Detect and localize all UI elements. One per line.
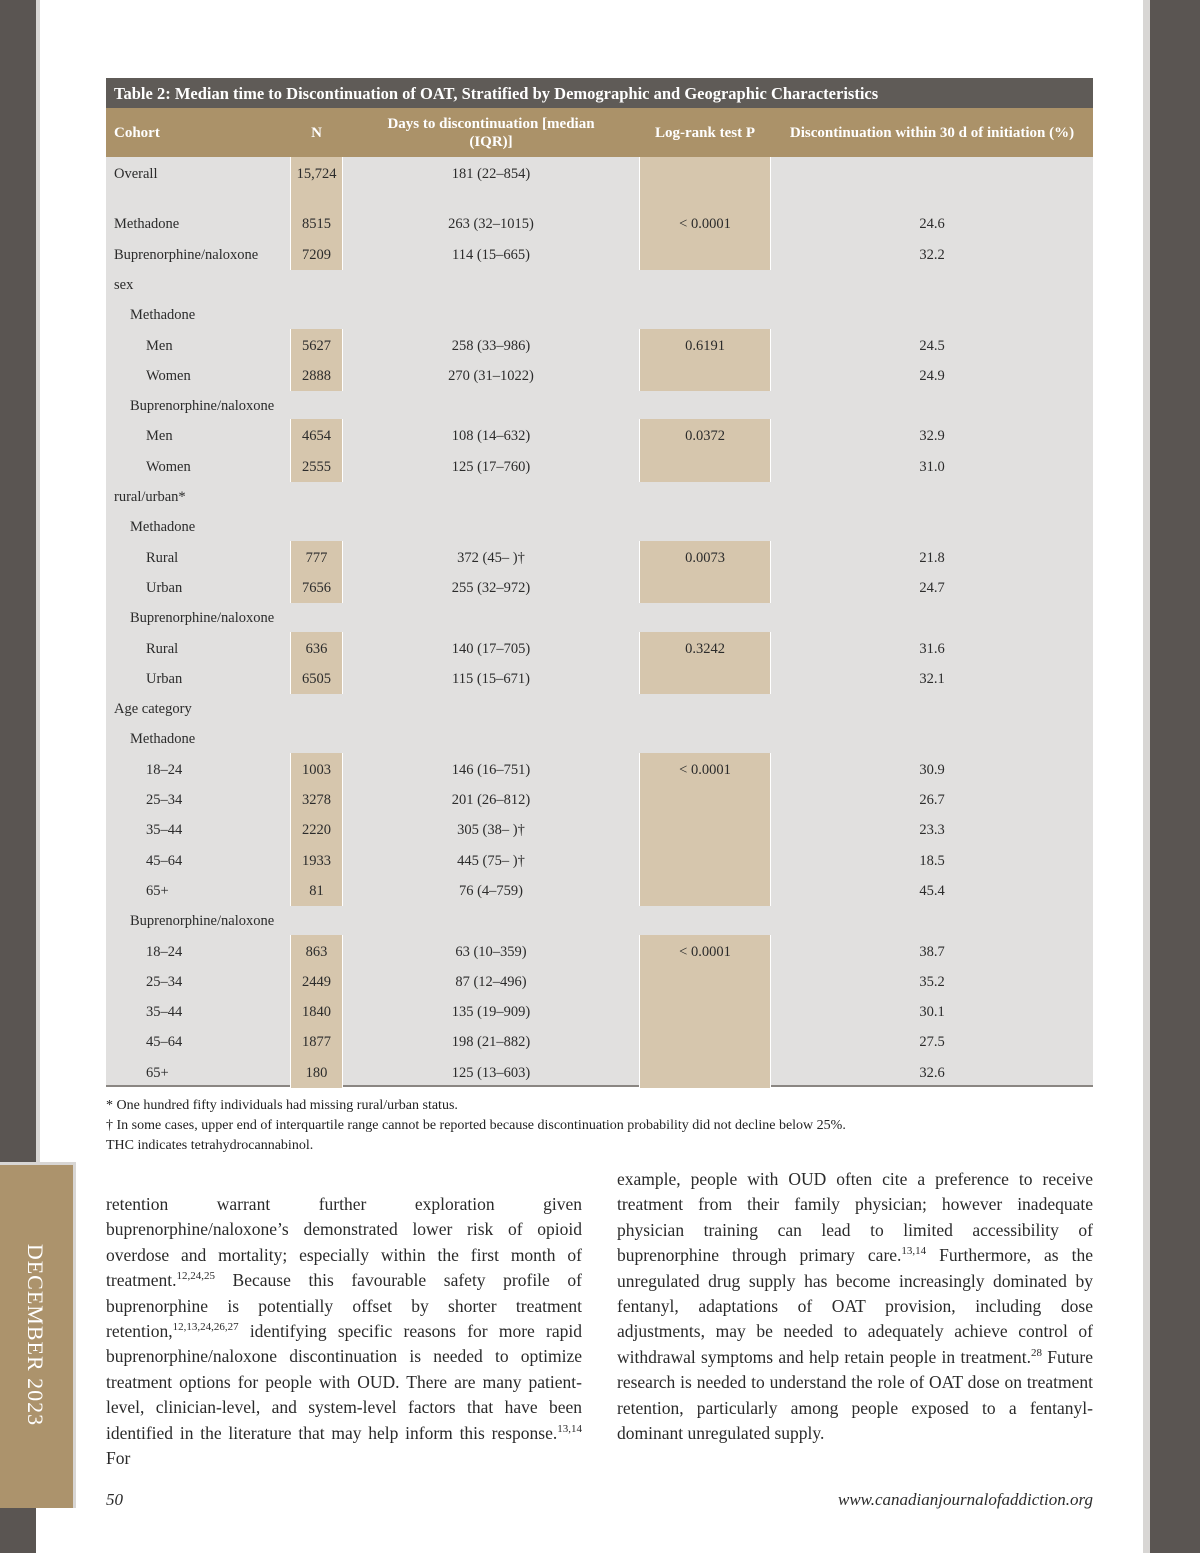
- cell-disc30-pct: 32.9: [919, 428, 945, 445]
- cell-n: 81: [309, 882, 324, 899]
- table-row: [106, 270, 1093, 300]
- table-row: [106, 482, 1093, 512]
- right-margin-accent: [1143, 0, 1150, 1553]
- cell-days: 135 (19–909): [451, 1004, 531, 1021]
- cell-cohort: Buprenorphine/naloxone: [130, 610, 275, 627]
- cell-days: 146 (16–751): [451, 761, 531, 778]
- cell-logrank-p: 0.6191: [685, 337, 725, 354]
- cell-cohort: Age category: [114, 701, 192, 718]
- cell-n: 7209: [302, 246, 331, 263]
- cell-days: 258 (33–986): [451, 337, 531, 354]
- cell-days: 87 (12–496): [455, 973, 527, 990]
- table-row: [106, 603, 1093, 633]
- cell-cohort: Rural: [146, 549, 179, 566]
- cell-disc30-pct: 32.1: [919, 670, 945, 687]
- table-row: [106, 1027, 1093, 1057]
- cell-disc30-pct: 45.4: [919, 882, 945, 899]
- cell-n: 8515: [302, 216, 331, 233]
- cell-n: 2555: [302, 458, 331, 475]
- cell-disc30-pct: 24.5: [919, 337, 945, 354]
- paragraph-right: example, people with OUD often cite a preference to receive treatment from their family physician; however inadequate physician training can lead to limited accessibility of buprenorphine through primary care.$^{13,14}$ Furthermore, as the unregulated drug supply has become increasingly dominated by fentanyl, adaptations of OAT provision, including dose adjustments, may be needed to adequately achieve control of withdrawal symptoms and help retain people in treatment.$^{28}$ Future research is needed to understand the role of OAT dose on treatment retention, particularly among people exposed to a fentanyl-dominant unregulated supply.: [617, 1169, 1093, 1444]
- cell-days: 140 (17–705): [451, 640, 531, 657]
- cell-n: 1003: [302, 761, 331, 778]
- cell-disc30-pct: 32.2: [919, 246, 945, 263]
- cell-n: 863: [305, 943, 328, 960]
- cell-cohort: Methadone: [130, 307, 196, 324]
- cell-cohort: 35–44: [146, 822, 183, 839]
- cell-disc30-pct: 24.7: [919, 579, 945, 596]
- cell-n: 1840: [302, 1004, 331, 1021]
- cell-logrank-p: 0.0073: [685, 549, 725, 566]
- cell-disc30-pct: 27.5: [919, 1034, 945, 1051]
- table-row: [106, 634, 1093, 664]
- cell-disc30-pct: 26.7: [919, 792, 945, 808]
- cell-days: 198 (21–882): [451, 1034, 531, 1051]
- cell-cohort: 25–34: [146, 792, 183, 808]
- cell-n: 6505: [302, 670, 331, 687]
- cell-cohort: 65+: [146, 882, 169, 899]
- table-row: [106, 694, 1093, 724]
- cell-days: 114 (15–665): [452, 246, 530, 263]
- cell-logrank-p: < 0.0001: [679, 216, 731, 233]
- table-row: [106, 724, 1093, 754]
- cell-cohort: Urban: [146, 670, 183, 687]
- cell-n: 1933: [302, 852, 331, 869]
- cell-disc30-pct: 24.9: [919, 367, 945, 384]
- cell-cohort: sex: [114, 276, 134, 293]
- header-cohort: Cohort: [114, 124, 160, 141]
- cell-cohort: Urban: [146, 579, 183, 596]
- cell-cohort: 45–64: [146, 852, 183, 869]
- table-row: [106, 937, 1093, 967]
- cell-cohort: 18–24: [146, 761, 183, 778]
- cell-days: 115 (15–671): [452, 670, 530, 687]
- table-row: [106, 997, 1093, 1027]
- cell-disc30-pct: 30.9: [919, 761, 945, 778]
- table-row: [106, 391, 1093, 421]
- cell-disc30-pct: 31.0: [919, 458, 945, 475]
- body-column-left: [106, 1192, 582, 1471]
- cell-cohort: Men: [146, 428, 173, 445]
- cell-cohort: Overall: [114, 166, 158, 182]
- cell-disc30-pct: 38.7: [919, 943, 945, 960]
- cell-disc30-pct: 31.6: [919, 640, 945, 657]
- cell-cohort: rural/urban*: [114, 489, 186, 505]
- cell-disc30-pct: 24.6: [919, 216, 945, 233]
- cell-n: 2220: [302, 822, 331, 839]
- cell-days: 125 (13–603): [451, 1064, 531, 1081]
- cell-cohort: 25–34: [146, 973, 183, 990]
- cell-days: 445 (75– )†: [457, 852, 525, 869]
- cell-n: 15,724: [296, 166, 337, 182]
- cell-disc30-pct: 23.3: [919, 822, 945, 839]
- cell-cohort: Methadone: [114, 216, 180, 233]
- table-row: [106, 967, 1093, 997]
- cell-disc30-pct: 18.5: [919, 852, 945, 869]
- cell-cohort: Women: [146, 458, 191, 475]
- table-row: [106, 755, 1093, 785]
- cell-days: 201 (26–812): [451, 792, 531, 808]
- cell-cohort: Buprenorphine/naloxone: [130, 913, 275, 930]
- cell-n: 7656: [302, 579, 331, 596]
- cell-n: 1877: [302, 1034, 331, 1051]
- cell-cohort: Buprenorphine/naloxone: [114, 246, 259, 263]
- cell-days: 263 (32–1015): [448, 216, 534, 233]
- table-header: [106, 108, 1093, 157]
- table-row: [106, 815, 1093, 845]
- cell-n: 180: [305, 1064, 328, 1081]
- cell-n: 2888: [302, 367, 331, 384]
- journal-url: www.canadianjournalofaddiction.org: [837, 1490, 1093, 1509]
- cell-days: 181 (22–854): [451, 166, 531, 182]
- cell-disc30-pct: 30.1: [919, 1004, 945, 1021]
- table-row: [106, 331, 1093, 361]
- footnote-iqr: † In some cases, upper end of interquartile range cannot be reported because discontinuation probability did not decline below 25%.: [106, 1118, 846, 1133]
- table-row: [106, 785, 1093, 815]
- table-row: [106, 209, 1093, 239]
- cell-disc30-pct: 35.2: [919, 973, 945, 990]
- cell-n: 5627: [302, 337, 331, 354]
- cell-cohort: 18–24: [146, 943, 183, 960]
- cell-n: 3278: [302, 792, 331, 808]
- cell-logrank-p: 0.0372: [685, 428, 725, 445]
- footnote-missing: * One hundred fifty individuals had missing rural/urban status.: [106, 1098, 458, 1113]
- cell-n: 2449: [302, 973, 331, 990]
- cell-cohort: Methadone: [130, 519, 196, 536]
- cell-disc30-pct: 32.6: [919, 1064, 945, 1081]
- cell-cohort: Buprenorphine/naloxone: [130, 398, 275, 415]
- table-body: [106, 157, 1093, 1087]
- table-row: [106, 1058, 1093, 1088]
- table-row: [106, 846, 1093, 876]
- cell-cohort: 35–44: [146, 1004, 183, 1021]
- issue-date-label: DECEMBER 2023: [23, 1243, 48, 1427]
- table-row: [106, 300, 1093, 330]
- header-logrank: Log-rank test P: [655, 124, 755, 141]
- cell-cohort: Rural: [146, 640, 179, 657]
- body-column-right: [617, 1167, 1093, 1446]
- table-row: [106, 573, 1093, 603]
- table-row: [106, 876, 1093, 906]
- cell-disc30-pct: 21.8: [919, 549, 945, 566]
- cell-logrank-p: 0.3242: [685, 640, 725, 657]
- cell-days: 76 (4–759): [458, 882, 524, 899]
- cell-cohort: 65+: [146, 1064, 169, 1081]
- table-2: [106, 78, 1093, 1087]
- table-row: [106, 240, 1093, 270]
- table-row: [106, 664, 1093, 694]
- footnote-thc: THC indicates tetrahydrocannabinol.: [106, 1138, 314, 1153]
- table-row: [106, 452, 1093, 482]
- left-margin-accent: [36, 0, 40, 1162]
- cell-days: 255 (32–972): [451, 579, 531, 596]
- header-days: Days to discontinuation [median (IQR)]: [387, 115, 595, 150]
- table-row: [106, 361, 1093, 391]
- cell-days: 63 (10–359): [455, 943, 527, 960]
- cell-n: 636: [305, 640, 328, 657]
- page-number: 50: [106, 1490, 123, 1509]
- cell-cohort: 45–64: [146, 1034, 183, 1051]
- header-disc30: Discontinuation within 30 d of initiation (%): [789, 124, 1075, 141]
- cell-days: 305 (38– )†: [457, 822, 525, 839]
- cell-days: 372 (45– )†: [457, 549, 525, 566]
- cell-cohort: Women: [146, 367, 191, 384]
- header-n: N: [311, 124, 322, 141]
- table-row: [106, 512, 1093, 542]
- cell-days: 125 (17–760): [451, 458, 531, 475]
- table-row: [106, 421, 1093, 451]
- cell-cohort: Men: [146, 337, 173, 354]
- table-row: [106, 543, 1093, 573]
- paragraph-left: retention warrant further exploration given buprenorphine/naloxone’s demonstrated lower risk of opioid overdose and mortality; especially within the first month of treatment.$^{12,24,25}$ Because this favourable safety profile of buprenorphine is potentially offset by shorter treatment retention,$^{12,13,24,26,27}$ identifying specific reasons for more rapid buprenorphine/naloxone discontinuation is needed to optimize treatment options for people with OUD. There are many patient-level, clinician-level, and system-level factors that have been identified in the literature that may help inform this response.$^{13,14}$ For: [106, 1194, 582, 1469]
- cell-cohort: Methadone: [130, 731, 196, 748]
- table-row: [106, 906, 1093, 936]
- table-footnotes: [106, 1096, 1096, 1156]
- table-title: Table 2: Median time to Discontinuation of OAT, Stratified by Demographic and Geographic Characteristics: [106, 78, 1093, 108]
- cell-n: 4654: [302, 428, 331, 445]
- cell-logrank-p: < 0.0001: [679, 943, 731, 960]
- cell-days: 108 (14–632): [451, 428, 531, 445]
- cell-days: 270 (31–1022): [448, 367, 534, 384]
- cell-n: 777: [305, 549, 328, 566]
- cell-logrank-p: < 0.0001: [679, 761, 731, 778]
- right-margin-bar: [1150, 0, 1200, 1553]
- table-row: [106, 159, 1093, 189]
